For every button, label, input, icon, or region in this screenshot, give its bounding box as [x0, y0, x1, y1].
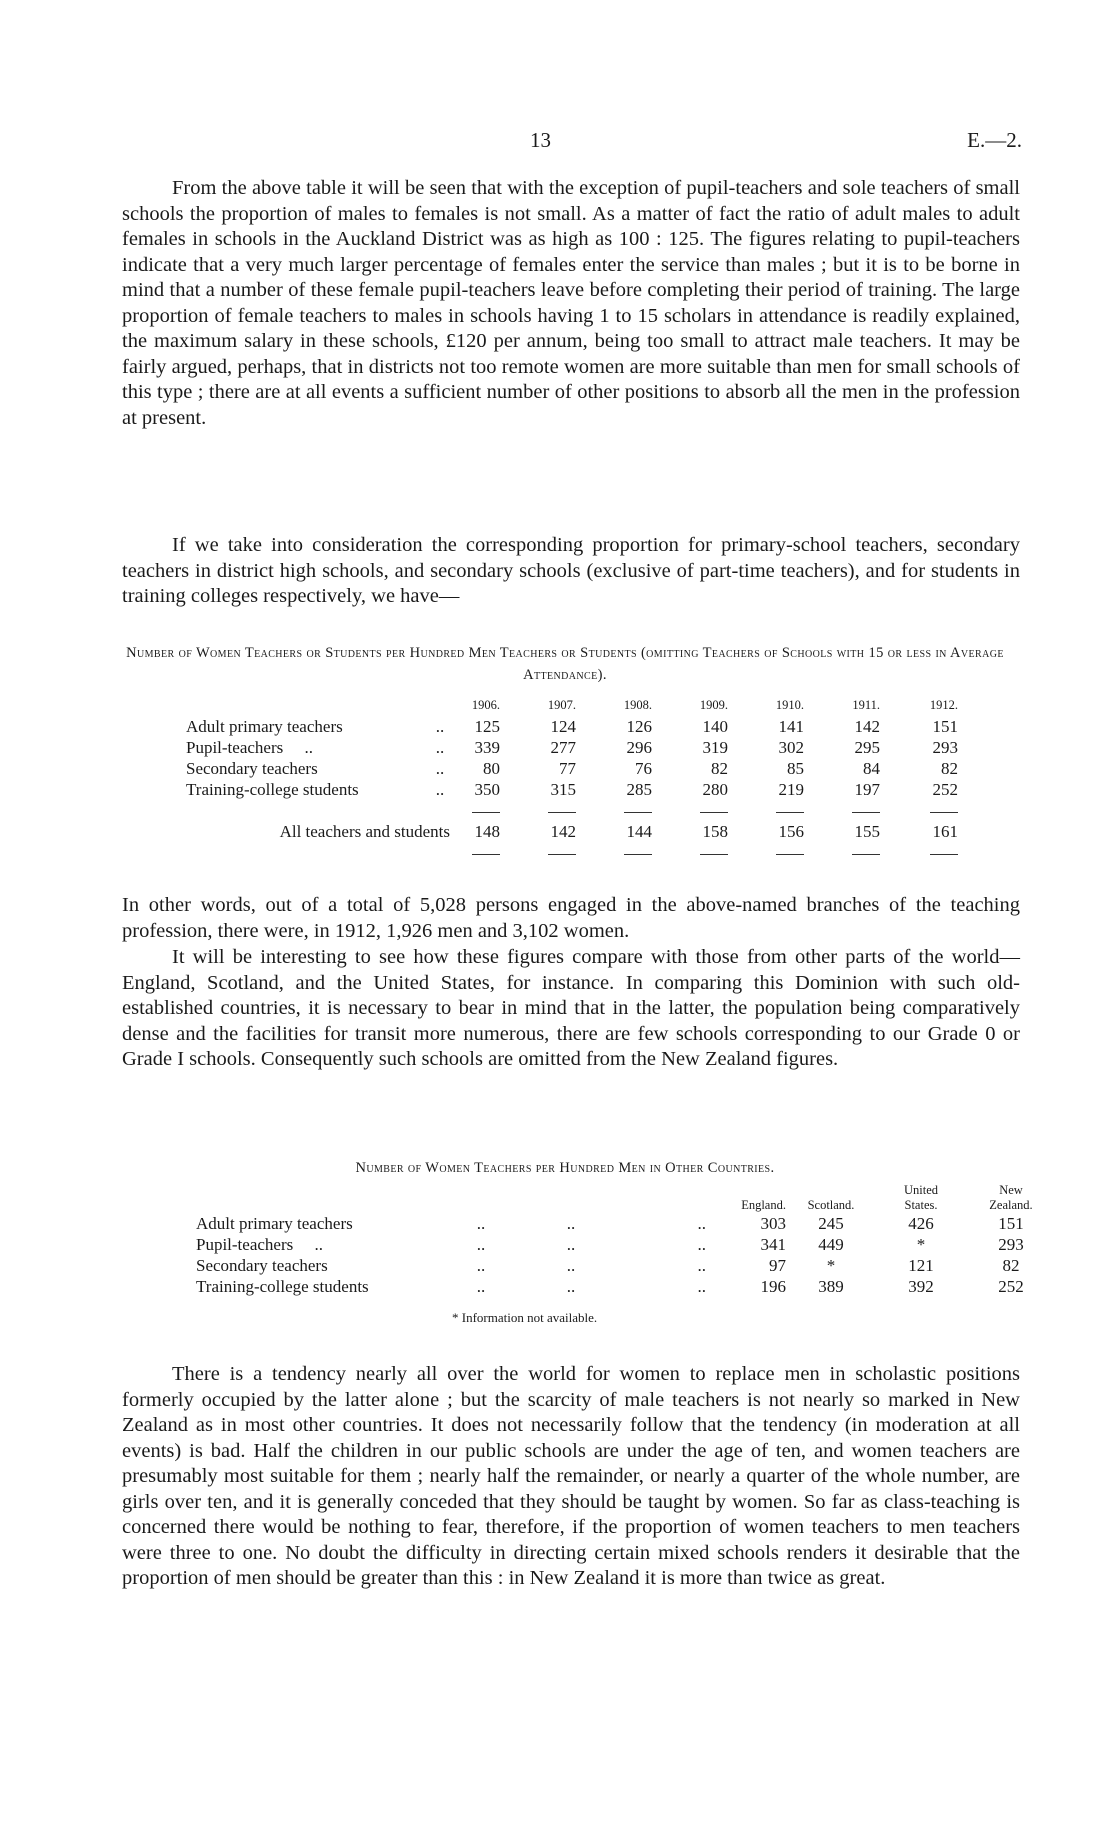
leader-dots: .. — [476, 1214, 486, 1233]
cell: 319 — [702, 738, 728, 757]
leader-dots: .. — [476, 1256, 486, 1275]
country-header-england — [706, 1183, 786, 1213]
cell: 121 — [908, 1256, 934, 1275]
cell: 82 — [941, 759, 958, 778]
rule-line — [624, 812, 652, 813]
cell: 142 — [854, 717, 880, 736]
table-row — [196, 1276, 1056, 1297]
rule-line — [776, 812, 804, 813]
cell: 339 — [474, 738, 500, 757]
total-cell: 156 — [778, 822, 804, 841]
table1-header-row — [186, 695, 958, 716]
cell: 80 — [483, 759, 500, 778]
cell: * — [916, 1235, 926, 1254]
cell: 140 — [702, 717, 728, 736]
leader-dots: .. — [697, 1214, 706, 1233]
row-label: Secondary teachers — [186, 759, 318, 778]
cell: 285 — [626, 780, 652, 799]
rule-line — [776, 854, 804, 855]
paragraph-4: It will be interesting to see how these figures compare with those from other parts of the world—England, Scotland, and the United States, for instance. In comparing this Dominion with such old-established countries, it is necessary to bear in mind that in the latter, the population being comparatively dense and the facilities for transit more numerous, there are few schools corresponding to our Grade 0 or Grade I schools. Consequently such schools are omitted from the New Zealand figures. — [122, 946, 1020, 1070]
cell: 151 — [998, 1214, 1024, 1233]
cell: 277 — [550, 738, 576, 757]
cell: * — [826, 1256, 836, 1275]
header-text: Scotland. — [807, 1198, 855, 1212]
row-label: Secondary teachers — [196, 1256, 328, 1275]
table-row — [186, 737, 958, 758]
rule-line — [472, 812, 500, 813]
cell: 85 — [787, 759, 804, 778]
total-cell: 144 — [626, 822, 652, 841]
leader-dots: .. — [566, 1235, 576, 1254]
cell: 84 — [863, 759, 880, 778]
year-header: 1909. — [699, 698, 728, 712]
cell: 295 — [854, 738, 880, 757]
cell: 141 — [778, 717, 804, 736]
cell: 151 — [932, 717, 958, 736]
year-header: 1910. — [775, 698, 804, 712]
leader-dots: .. — [566, 1277, 576, 1296]
leader-dots: .. — [697, 1277, 706, 1296]
table2-other-countries — [196, 1183, 1056, 1297]
leader-dots: .. — [435, 738, 445, 757]
cell: 82 — [711, 759, 728, 778]
country-header-scotland — [786, 1183, 876, 1213]
leader-dots: .. — [476, 1235, 486, 1254]
table2-caption: Number of Women Teachers per Hundred Men in Other Countries. — [355, 1160, 775, 1176]
rule-line — [700, 854, 728, 855]
cell: 392 — [908, 1277, 934, 1296]
row-label: Training-college students — [196, 1277, 369, 1296]
row-label: Adult primary teachers — [196, 1214, 353, 1233]
total-cell: 161 — [932, 822, 958, 841]
row-label: Adult primary teachers — [186, 717, 343, 736]
year-header: 1906. — [471, 698, 500, 712]
cell: 82 — [1002, 1256, 1020, 1275]
rule-line — [624, 854, 652, 855]
page-header — [0, 128, 1114, 154]
total-cell: 158 — [702, 822, 728, 841]
year-header: 1907. — [547, 698, 576, 712]
cell: 341 — [760, 1235, 786, 1254]
cell: 196 — [760, 1277, 786, 1296]
leader-dots: .. — [476, 1277, 486, 1296]
cell: 125 — [474, 717, 500, 736]
row-label-text: Pupil-teachers — [196, 1235, 294, 1254]
table2-footnote: * Information not available. — [452, 1310, 598, 1325]
header-text: United — [903, 1183, 939, 1197]
total-cell: 148 — [474, 822, 500, 841]
cell: 126 — [626, 717, 652, 736]
leader-dots: .. — [314, 1235, 323, 1254]
cell: 303 — [760, 1214, 786, 1233]
country-header-new-zealand — [966, 1183, 1056, 1213]
table-total-row — [186, 821, 958, 842]
header-text: England. — [741, 1198, 786, 1212]
table-row — [186, 716, 958, 737]
cell: 252 — [998, 1277, 1024, 1296]
cell: 245 — [818, 1214, 844, 1233]
cell: 315 — [550, 780, 576, 799]
rule-row — [186, 800, 958, 821]
cell: 449 — [818, 1235, 844, 1254]
cell: 296 — [626, 738, 652, 757]
table1-women-per-hundred-men — [186, 695, 958, 863]
cell: 124 — [550, 717, 576, 736]
total-cell: 142 — [550, 822, 576, 841]
table-row — [186, 779, 958, 800]
rule-line — [852, 854, 880, 855]
cell: 293 — [932, 738, 958, 757]
header-text: New — [999, 1183, 1023, 1197]
paragraph-5: There is a tendency nearly all over the world for women to replace men in scholastic positions formerly occupied by the latter alone ; but the scarcity of male teachers is not nearly so marked in New Zealand as in most other countries. It does not necessarily follow that the tendency (in moderation at all events) is bad. Half the children in our public schools are under the age of ten, and women teachers are presumably most suitable for them ; nearly half the remainder, or nearly a quarter of the whole number, are girls over ten, and it is generally conceded that they should be taught by women. So far as class-teaching is concerned there would be nothing to fear, therefore, if the proportion of women teachers to men teachers were three to one. No doubt the difficulty in directing certain mixed schools renders it desirable that the proportion of men should be greater than this : in New Zealand it is more than twice as great. — [122, 1363, 1020, 1589]
total-label: All teachers and students — [279, 822, 450, 841]
cell: 389 — [818, 1277, 844, 1296]
year-header: 1911. — [852, 698, 880, 712]
year-header: 1912. — [929, 698, 958, 712]
row-label-text: Pupil-teachers — [186, 738, 284, 757]
leader-dots: .. — [697, 1256, 706, 1275]
leader-dots: .. — [435, 759, 445, 778]
document-reference: E.—2. — [967, 128, 1022, 152]
leader-dots: .. — [435, 717, 445, 736]
row-label — [196, 1234, 436, 1255]
leader-dots: .. — [435, 780, 445, 799]
cell: 293 — [998, 1235, 1024, 1254]
rule-line — [852, 812, 880, 813]
rule-line — [930, 854, 958, 855]
country-header-united-states — [876, 1183, 966, 1213]
header-text: States. — [904, 1198, 938, 1212]
rule-line — [548, 812, 576, 813]
leader-dots: .. — [566, 1256, 576, 1275]
row-label — [186, 737, 426, 758]
table-row — [196, 1213, 1056, 1234]
cell: 252 — [932, 780, 958, 799]
paragraph-2: If we take into consideration the corresponding proportion for primary-school teachers, secondary teachers in district high schools, and secondary schools (exclusive of part-time teachers), and for students in training colleges respectively, we have— — [122, 534, 1020, 607]
table-row — [196, 1234, 1056, 1255]
table-row — [186, 758, 958, 779]
paragraph-3: In other words, out of a total of 5,028 persons engaged in the above-named branches of the teaching profession, there were, in 1912, 1,926 men and 3,102 women. — [122, 894, 1020, 942]
rule-line — [472, 854, 500, 855]
table2-header-row — [196, 1183, 1056, 1213]
cell: 77 — [559, 759, 576, 778]
rule-line — [700, 812, 728, 813]
cell: 197 — [854, 780, 880, 799]
cell: 280 — [702, 780, 728, 799]
leader-dots: .. — [566, 1214, 576, 1233]
leader-dots: .. — [304, 738, 313, 757]
cell: 97 — [769, 1256, 786, 1275]
year-header: 1908. — [623, 698, 652, 712]
cell: 219 — [778, 780, 804, 799]
rule-line — [930, 812, 958, 813]
cell: 302 — [778, 738, 804, 757]
row-label: Training-college students — [186, 780, 359, 799]
cell: 76 — [635, 759, 652, 778]
rule-row — [186, 842, 958, 863]
page-number: 13 — [530, 128, 551, 152]
cell: 426 — [908, 1214, 934, 1233]
rule-line — [548, 854, 576, 855]
table-row — [196, 1255, 1056, 1276]
leader-dots: .. — [697, 1235, 706, 1254]
total-cell: 155 — [854, 822, 880, 841]
header-text: Zealand. — [989, 1198, 1033, 1212]
paragraph-1: From the above table it will be seen that with the exception of pupil-teachers and sole teachers of small schools the proportion of males to females is not small. As a matter of fact the ratio of adult males to adult females in schools in the Auckland District was as high as 100 : 125. The figures relating to pupil-teachers indicate that a very much larger percentage of females enter the service than males ; but it is to be borne in mind that a number of these female pupil-teachers leave before completing their period of training. The large proportion of female teachers to males in schools having 1 to 15 scholars in attendance is readily explained, the maximum salary in these schools, £120 per annum, being too small to attract male teachers. It may be fairly argued, perhaps, that in districts not too remote women are more suitable than men for small schools of this type ; there are at all events a sufficient number of other positions to absorb all the men in the profession at present. — [122, 177, 1020, 429]
cell: 350 — [474, 780, 500, 799]
table1-caption: Number of Women Teachers or Students per Hundred Men Teachers or Students (omitting Teachers of Schools with 15 or less in Average Attendance). — [126, 645, 1004, 683]
